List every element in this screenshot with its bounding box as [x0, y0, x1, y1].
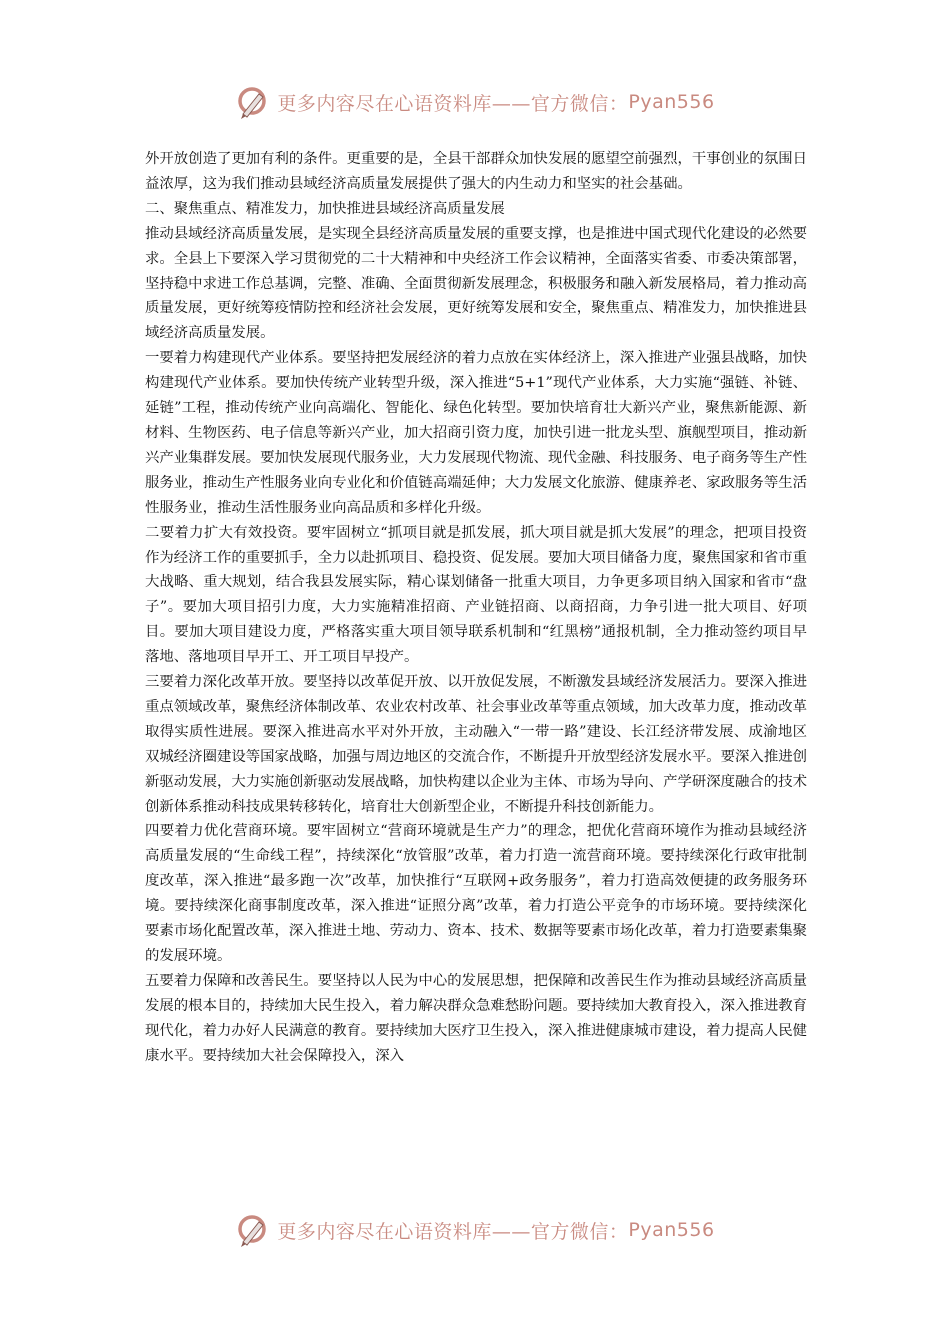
paragraph: 四要着力优化营商环境。要牢固树立“营商环境就是生产力”的理念，把优化营商环境作为推动县域经济高质量发展的“生命线工程”，持续深化“放管服”改革，着力打造一流营商环境。要持续深化行政审批制度改革，深入推进“最多跑一次”改革，加快推行“互联网+政务服务”，着力打造高效便捷的政务服务环境。要持续深化商事制度改革，深入推进“证照分离”改革，着力打造公平竞争的市场环境。要持续深化要素市场化配置改革，深入推进土地、劳动力、资本、技术、数据等要素市场化改革，着力打造要素集聚的发展环境。: [145, 823, 807, 964]
watermark-text: 更多内容尽在心语资料库——官方微信：: [277, 1220, 629, 1243]
watermark-banner-top: [0, 82, 950, 122]
pen-logo-icon: [235, 84, 271, 120]
section-heading: 二、聚焦重点、精准发力，加快推进县域经济高质量发展: [145, 200, 505, 217]
document-body: [145, 147, 807, 1069]
paragraph: 三要着力深化改革开放。要坚持以改革促开放、以开放促发展，不断激发县域经济发展活力。要深入推进重点领域改革，聚焦经济体制改革、农业农村改革、社会事业改革等重点领域，加大改革力度，推动改革取得实质性进展。要深入推进高水平对外开放，主动融入“一带一路”建设、长江经济带发展、成渝地区双城经济圈建设等国家战略，加强与周边地区的交流合作，不断提升开放型经济发展水平。要深入推进创新驱动发展，大力实施创新驱动发展战略，加快构建以企业为主体、市场为导向、产学研深度融合的技术创新体系推动科技成果转移转化，培育壮大创新型企业，不断提升科技创新能力。: [145, 674, 807, 815]
paragraph: 五要着力保障和改善民生。要坚持以人民为中心的发展思想，把保障和改善民生作为推动县域经济高质量发展的根本目的，持续加大民生投入，着力解决群众急难愁盼问题。要持续加大教育投入，深入推进教育现代化，着力办好人民满意的教育。要持续加大医疗卫生投入，深入推进健康城市建设，着力提高人民健康水平。要持续加大社会保障投入，深入: [145, 972, 807, 1064]
paragraph: 外开放创造了更加有利的条件。更重要的是，全县干部群众加快发展的愿望空前强烈，干事创业的氛围日益浓厚，这为我们推动县域经济高质量发展提供了强大的内生动力和坚实的社会基础。: [145, 151, 807, 192]
watermark-text: 更多内容尽在心语资料库——官方微信：: [277, 92, 629, 115]
paragraph: 推动县域经济高质量发展，是实现全县经济高质量发展的重要支撑，也是推进中国式现代化建设的必然要求。全县上下要深入学习贯彻党的二十大精神和中央经济工作会议精神，全面落实省委、市委决策部署，坚持稳中求进工作总基调，完整、准确、全面贯彻新发展理念，积极服务和融入新发展格局，着力推动高质量发展，更好统筹疫情防控和经济社会发展，更好统筹发展和安全，聚焦重点、精准发力，加快推进县域经济高质量发展。: [145, 225, 807, 342]
wechat-id: Pyan556: [628, 1219, 715, 1241]
pen-logo-icon: [235, 1212, 271, 1248]
wechat-id: Pyan556: [628, 91, 715, 113]
paragraph: 一要着力构建现代产业体系。要坚持把发展经济的着力点放在实体经济上，深入推进产业强县战略，加快构建现代产业体系。要加快传统产业转型升级，深入推进“5+1”现代产业体系，大力实施“强链、补链、延链”工程，推动传统产业向高端化、智能化、绿色化转型。要加快培育壮大新兴产业，聚焦新能源、新材料、生物医药、电子信息等新兴产业，加大招商引资力度，加快引进一批龙头型、旗舰型项目，推动新兴产业集群发展。要加快发展现代服务业，大力发展现代物流、现代金融、科技服务、电子商务等生产性服务业，推动生产性服务业向专业化和价值链高端延伸；大力发展文化旅游、健康养老、家政服务等生活性服务业，推动生活性服务业向高品质和多样化升级。: [145, 350, 807, 516]
paragraph: 二要着力扩大有效投资。要牢固树立“抓项目就是抓发展，抓大项目就是抓大发展”的理念，把项目投资作为经济工作的重要抓手，全力以赴抓项目、稳投资、促发展。要加大项目储备力度，聚焦国家和省市重大战略、重大规划，结合我县发展实际，精心谋划储备一批重大项目，力争更多项目纳入国家和省市“盘子”。要加大项目招引力度，大力实施精准招商、产业链招商、以商招商，力争引进一批大项目、好项目。要加大项目建设力度，严格落实重大项目领导联系机制和“红黑榜”通报机制，全力推动签约项目早落地、落地项目早开工、开工项目早投产。: [145, 524, 807, 666]
watermark-banner-bottom: [0, 1210, 950, 1250]
